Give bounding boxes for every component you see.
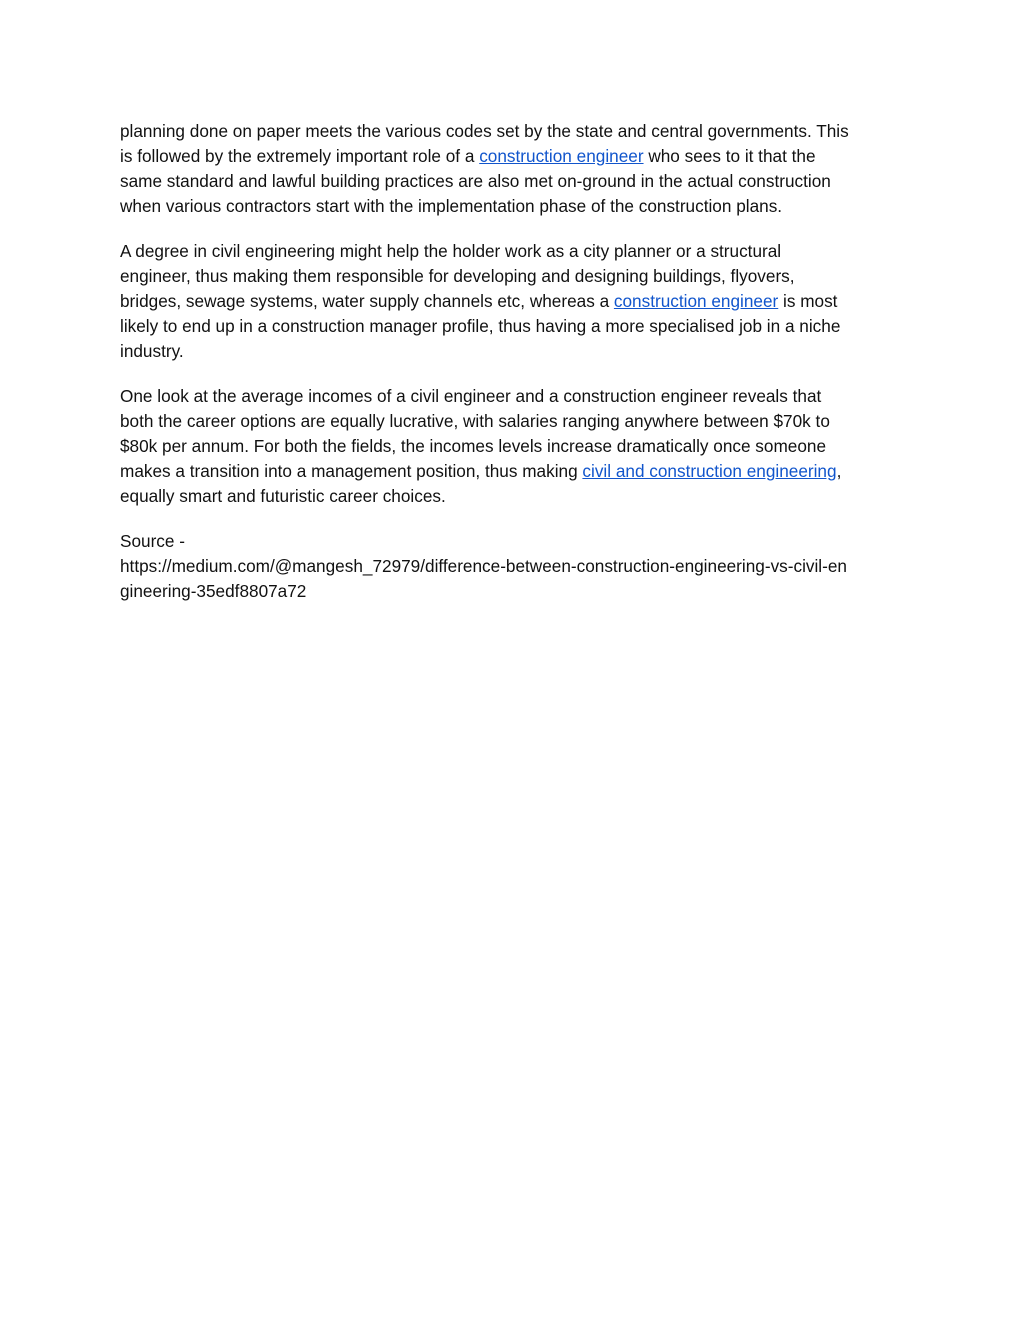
text-run: both the career options are equally lucrative, with salaries ranging anywhere between $70k to: [120, 411, 830, 431]
text-line: [120, 194, 904, 219]
text-line: [120, 484, 904, 509]
text-line: [120, 339, 904, 364]
text-run: bridges, sewage systems, water supply channels etc, whereas a: [120, 291, 614, 311]
construction-engineer-link[interactable]: construction engineer: [479, 146, 644, 166]
text-run: equally smart and futuristic career choices.: [120, 486, 446, 506]
text-line: [120, 384, 904, 409]
text-run: industry.: [120, 341, 184, 361]
civil-and-construction-engineering-link[interactable]: civil and construction engineering: [582, 461, 837, 481]
text-run: gineering-35edf8807a72: [120, 581, 307, 601]
text-run: same standard and lawful building practices are also met on-ground in the actual construction: [120, 171, 831, 191]
text-run: is most: [778, 291, 838, 311]
text-run: when various contractors start with the implementation phase of the construction plans.: [120, 196, 783, 216]
document-body: [120, 119, 904, 624]
paragraph: [120, 239, 904, 364]
text-run: likely to end up in a construction manager profile, thus having a more specialised job in a niche: [120, 316, 841, 336]
text-run: planning done on paper meets the various codes set by the state and central governments. This: [120, 121, 849, 141]
text-line: [120, 264, 904, 289]
text-run: makes a transition into a management position, thus making: [120, 461, 583, 481]
text-run: $80k per annum. For both the fields, the incomes levels increase dramatically once someone: [120, 436, 827, 456]
source-url-line: [120, 579, 904, 604]
paragraph: [120, 384, 904, 509]
text-line: [120, 434, 904, 459]
text-run: https://medium.com/@mangesh_72979/difference-between-construction-engineering-vs-civil-en: [120, 556, 847, 576]
text-line: [120, 119, 904, 144]
text-run: A degree in civil engineering might help the holder work as a city planner or a structural: [120, 241, 782, 261]
text-line: [120, 314, 904, 339]
text-run: ,: [836, 461, 842, 481]
text-run: engineer, thus making them responsible for developing and designing buildings, flyovers,: [120, 266, 795, 286]
text-run: who sees to it that the: [643, 146, 816, 166]
text-line: [120, 409, 904, 434]
source-url-line: [120, 554, 904, 579]
text-run: is followed by the extremely important role of a: [120, 146, 480, 166]
text-line: [120, 459, 904, 484]
text-line: [120, 169, 904, 194]
text-line: [120, 239, 904, 264]
text-run: One look at the average incomes of a civil engineer and a construction engineer reveals that: [120, 386, 822, 406]
source-paragraph: [120, 529, 904, 604]
construction-engineer-link[interactable]: construction engineer: [613, 291, 779, 311]
paragraph: [120, 119, 904, 219]
text-line: [120, 289, 904, 314]
text-run: Source -: [120, 531, 185, 551]
text-line: [120, 144, 904, 169]
source-label: [120, 529, 904, 554]
